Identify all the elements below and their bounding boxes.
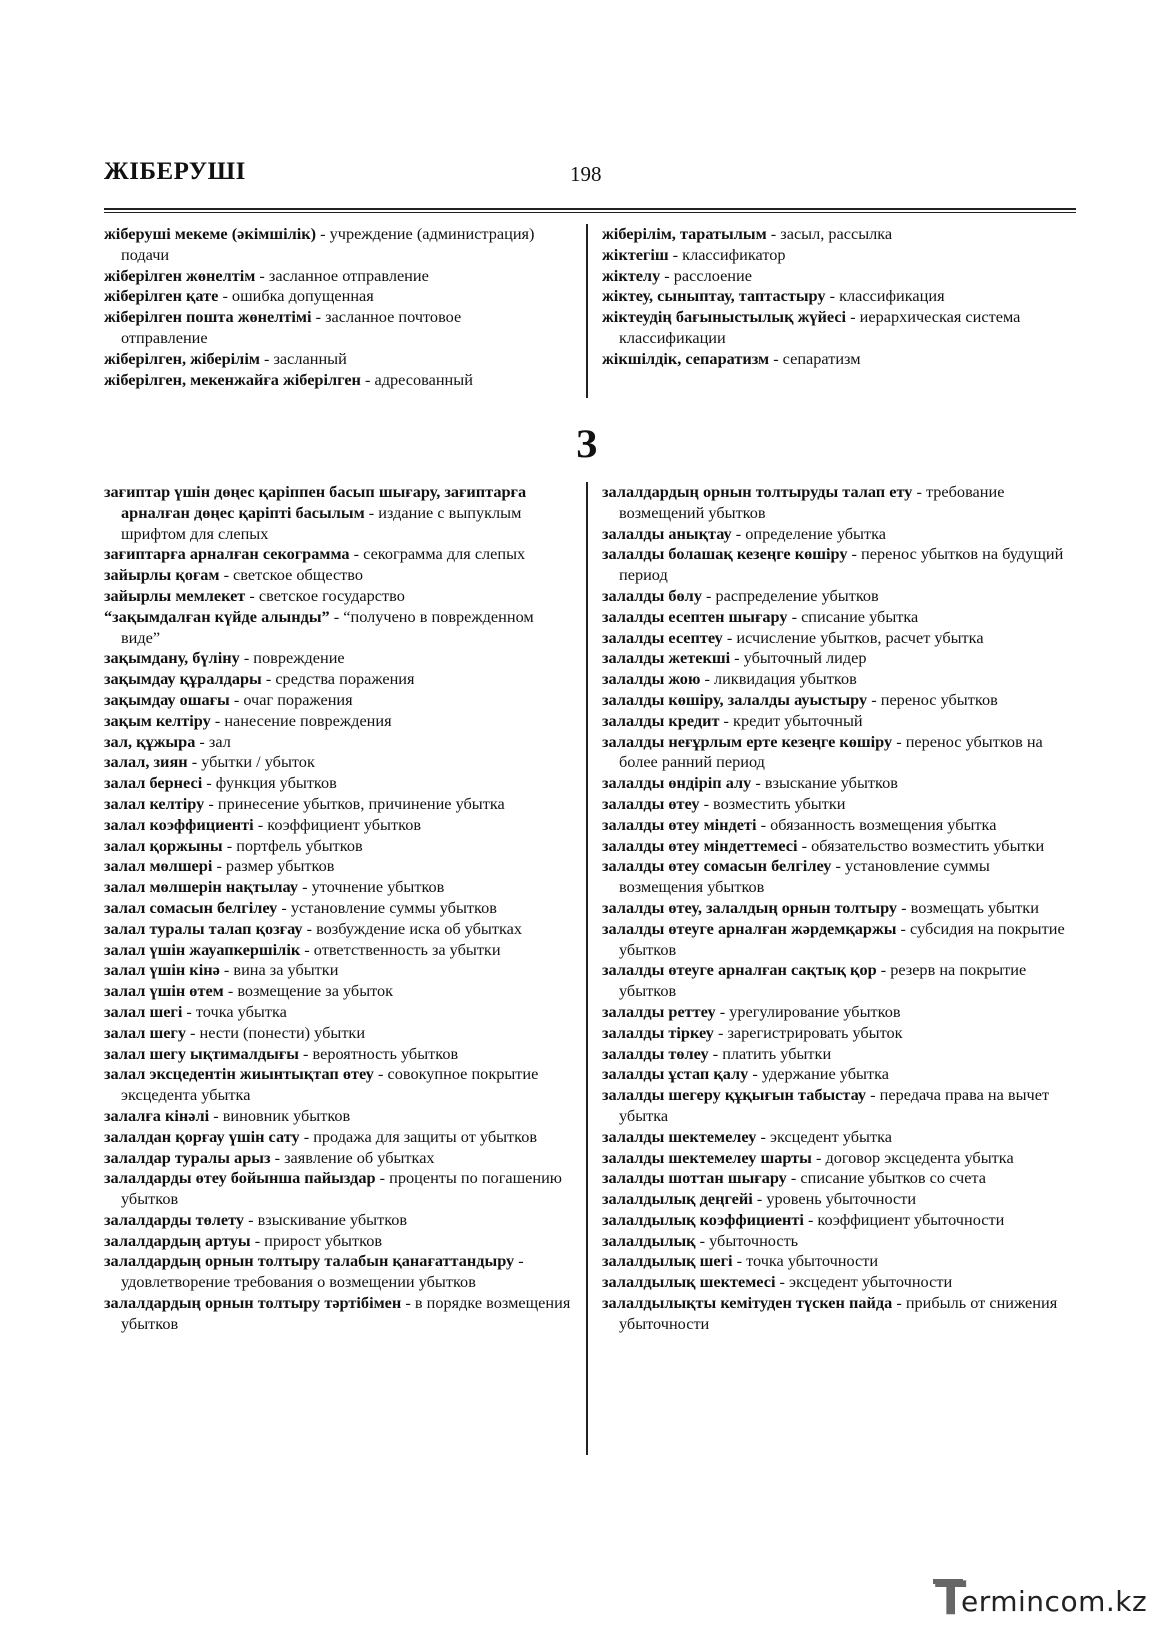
entry-term: залалды ұстап қалу (602, 1064, 749, 1084)
dictionary-entry (104, 669, 574, 690)
entry-term: жікшілдік, сепаратизм (602, 348, 770, 368)
main-left-column (104, 482, 574, 1335)
entry-definition: - уточнение убытков (298, 877, 445, 897)
dictionary-entry (602, 1293, 1074, 1335)
entry-term: залалдылық (602, 1230, 696, 1250)
entry-definition: - убыточность (695, 1230, 799, 1250)
dictionary-entry (104, 732, 574, 753)
entry-definition: - обязательство возместить убытки (797, 835, 1045, 855)
entry-term: жіберуші мекеме (әкімшілік) (104, 224, 317, 243)
page-number: 198 (570, 162, 602, 186)
entry-term: жіберілген қате (104, 286, 219, 306)
dictionary-entry (602, 1085, 1074, 1127)
entry-term: жіберілген, мекенжайға жіберілген (104, 369, 361, 389)
entry-term: залал коэффициенті (104, 814, 254, 834)
entry-term: залалды тіркеу (602, 1022, 714, 1042)
entry-term: залалды төлеу (602, 1043, 709, 1063)
dictionary-entry (104, 1231, 574, 1252)
entry-definition: - в порядке возмещения убытков (121, 1293, 571, 1333)
entry-term: залалдылықты кемітуден түскен пайда (602, 1293, 893, 1313)
header-rule-thick (104, 208, 1076, 210)
entry-definition: - принесение убытков, причинение убытка (204, 793, 505, 813)
entry-definition: - коэффициент убыточности (803, 1209, 1005, 1229)
entry-term: зайырлы мемлекет (104, 585, 246, 605)
entry-definition: - засыл, рассылка (766, 224, 893, 243)
dictionary-entry (104, 1148, 574, 1169)
dictionary-entry (104, 370, 550, 391)
entry-definition: - убытки / убыток (187, 752, 315, 772)
entry-term: залал эксцедентін жиынтықтап өтеу (104, 1064, 374, 1084)
top-left-column (104, 224, 550, 390)
top-right-column (602, 224, 1074, 370)
entry-term: залалды шоттан шығару (602, 1168, 787, 1188)
entry-term: залалды өтеу міндеті (602, 814, 757, 834)
entry-definition: - классификатор (668, 244, 786, 264)
entry-definition: - ошибка допущенная (218, 286, 374, 306)
dictionary-entry (104, 1127, 574, 1148)
dictionary-entry (602, 307, 1074, 349)
entry-term: залал туралы талап қозғау (104, 918, 303, 938)
dictionary-entry (602, 815, 1074, 836)
entry-term: залал келтіру (104, 793, 205, 813)
entry-definition: - эксцедент убытка (756, 1126, 892, 1146)
dictionary-entry (602, 1002, 1074, 1023)
entry-term: зайырлы қоғам (104, 565, 220, 585)
dictionary-entry (104, 752, 574, 773)
dictionary-entry (104, 586, 574, 607)
dictionary-entry (602, 607, 1074, 628)
dictionary-entry (104, 1002, 574, 1023)
entry-term: залалды өтеуге арналған жәрдемқаржы (602, 918, 897, 938)
entry-term: залалға кінәлі (104, 1105, 210, 1125)
entry-term: залал шегі (104, 1001, 183, 1021)
entry-term: залал үшін өтем (104, 981, 224, 1001)
entry-definition: - прирост убытков (250, 1230, 383, 1250)
dictionary-entry (602, 586, 1074, 607)
entry-definition: - виновник убытков (209, 1105, 351, 1125)
dictionary-entry (104, 981, 574, 1002)
entry-term: зал, құжыра (104, 731, 196, 751)
entry-term: залалдылық шегі (602, 1251, 733, 1271)
dictionary-entry (602, 794, 1074, 815)
entry-definition: - требование возмещений убытков (619, 482, 1005, 522)
entry-definition: - нанесение повреждения (210, 710, 392, 730)
entry-definition: - передача права на вычет убытка (619, 1085, 1050, 1125)
dictionary-entry (602, 773, 1074, 794)
entry-definition: - договор эксцедента убытка (811, 1147, 1014, 1167)
entry-term: залал үшін жауапкершілік (104, 939, 301, 959)
entry-definition: - совокупное покрытие эксцедента убытка (121, 1064, 539, 1105)
dictionary-entry (602, 1231, 1074, 1252)
dictionary-entry (602, 1272, 1074, 1293)
dictionary-entry (104, 1064, 574, 1106)
entry-term: залалдан қорғау үшін сату (104, 1126, 300, 1146)
entry-term: залалды кредит (602, 710, 720, 730)
dictionary-entry (602, 856, 1074, 898)
entry-definition: - ликвидация убытков (700, 669, 857, 689)
entry-definition: - сепаратизм (769, 348, 861, 368)
entry-definition: - платить убытки (708, 1043, 832, 1063)
entry-definition: - вероятность убытков (298, 1043, 459, 1063)
dictionary-entry (602, 266, 1074, 287)
dictionary-entry (104, 266, 550, 287)
entry-definition: - удержание убытка (748, 1064, 889, 1084)
dictionary-entry (104, 648, 574, 669)
entry-term: залалдар туралы арыз (104, 1147, 271, 1167)
dictionary-entry (104, 482, 574, 544)
entry-definition: - распределение убытков (701, 585, 879, 605)
entry-definition: - проценты по погашению убытков (121, 1168, 562, 1209)
dictionary-entry (104, 711, 574, 732)
entry-definition: - иерархическая система классификации (619, 307, 1021, 347)
entry-term: залалды анықтау (602, 523, 732, 543)
entry-definition: - размер убытков (212, 856, 335, 876)
dictionary-entry (602, 836, 1074, 857)
dictionary-entry (104, 898, 574, 919)
dictionary-entry (602, 690, 1074, 711)
dictionary-entry (104, 286, 550, 307)
dictionary-entry (104, 1023, 574, 1044)
terminkom-logo (935, 1571, 1148, 1625)
entry-definition: - возбуждение иска об убытках (302, 918, 523, 938)
entry-definition: - прибыль от снижения убыточности (619, 1293, 1058, 1333)
entry-term: залалды көшіру, залалды ауыстыру (602, 689, 868, 709)
entry-definition: - удовлетворение требования о возмещении убытков (121, 1251, 524, 1292)
dictionary-entry (104, 565, 574, 586)
entry-definition: - засланный (259, 348, 347, 368)
entry-term: жіктегіш (602, 244, 669, 264)
dictionary-entry (602, 1148, 1074, 1169)
dictionary-entry (104, 224, 550, 266)
entry-definition: - зарегистрировать убыток (713, 1022, 903, 1042)
dictionary-entry (104, 1106, 574, 1127)
dictionary-entry (602, 1023, 1074, 1044)
entry-term: залал үшін кінә (104, 960, 220, 980)
entry-definition: - взыскание убытков (751, 773, 898, 793)
entry-definition: - ответственность за убытки (300, 939, 501, 959)
entry-term: залалды өтеу сомасын белгілеу (602, 856, 832, 876)
entry-definition: - перенос убытков на более ранний период (619, 731, 1043, 772)
dictionary-entry (104, 836, 574, 857)
dictionary-entry (602, 919, 1074, 961)
entry-definition: - коэффициент убытков (253, 814, 422, 834)
dictionary-entry (602, 898, 1074, 919)
entry-definition: - установление суммы убытков (277, 897, 497, 917)
entry-term: залал бернесі (104, 773, 203, 793)
entry-definition: - очаг поражения (229, 689, 353, 709)
entry-definition: - убыточный лидер (730, 648, 867, 668)
entry-term: жіктеудің бағыныстылық жүйесі (602, 307, 847, 327)
entry-term: залал, зиян (104, 752, 188, 772)
entry-term: залалды өтеу (602, 793, 700, 813)
entry-definition: - засланное почтовое отправление (121, 307, 462, 347)
entry-term: зақым келтіру (104, 710, 211, 730)
dictionary-entry (602, 1189, 1074, 1210)
main-column-divider (586, 482, 588, 1455)
entry-term: зақымдау құралдары (104, 669, 262, 689)
entry-definition: - светское государство (245, 585, 405, 605)
dictionary-entry (104, 607, 574, 649)
entry-term: залалды шегеру құқығын табыстау (602, 1085, 867, 1105)
entry-term: залалдардың артуы (104, 1230, 251, 1250)
dictionary-entry (602, 524, 1074, 545)
entry-term: залалды өтеу, залалдың орнын толтыру (602, 897, 898, 917)
entry-term: залалдылық шектемесі (602, 1272, 776, 1292)
entry-term: “зақымдалған күйде алынды” (104, 606, 330, 626)
entry-definition: - функция убытков (202, 773, 337, 793)
dictionary-entry (104, 1251, 574, 1293)
entry-term: залал шегу (104, 1022, 186, 1042)
entry-term: залалдардың орнын толтыру тәртібімен (104, 1293, 402, 1313)
entry-definition: - возместить убытки (699, 793, 846, 813)
entry-definition: - заявление об убытках (270, 1147, 435, 1167)
entry-term: зақымдану, бүліну (104, 648, 240, 668)
dictionary-entry (602, 1044, 1074, 1065)
dictionary-entry (104, 919, 574, 940)
entry-definition: - средства поражения (261, 669, 415, 689)
dictionary-entry (104, 349, 550, 370)
dictionary-entry (602, 286, 1074, 307)
entry-term: жіберілген жөнелтім (104, 265, 256, 285)
dictionary-entry (602, 732, 1074, 774)
entry-term: залал мөлшерін нақтылау (104, 877, 299, 897)
logo-brand: ermincom.kz (961, 1585, 1148, 1618)
dictionary-entry (104, 1293, 574, 1335)
entry-term: залал шегу ықтималдығы (104, 1043, 299, 1063)
entry-term: залалды есептеу (602, 627, 723, 647)
entry-term: залалды шектемелеу (602, 1126, 757, 1146)
entry-definition: - перенос убытков на будущий период (619, 544, 1064, 585)
entry-definition: - секограмма для слепых (349, 544, 526, 564)
entry-definition: - светское общество (219, 565, 364, 585)
dictionary-entry (602, 224, 1074, 245)
entry-definition: - определение убытка (731, 523, 886, 543)
entry-definition: - взыскивание убытков (244, 1209, 408, 1229)
dictionary-entry (104, 940, 574, 961)
dictionary-entry (602, 245, 1074, 266)
dictionary-entry (602, 711, 1074, 732)
dictionary-entry (104, 794, 574, 815)
dictionary-entry (602, 960, 1074, 1002)
entry-term: залалды бөлу (602, 585, 702, 605)
entry-term: залалдылық деңгейі (602, 1189, 753, 1209)
dictionary-entry (104, 307, 550, 349)
entry-definition: - зал (195, 731, 231, 751)
entry-term: залалдардың орнын толтыру талабын қанағаттандыру (104, 1251, 515, 1271)
entry-term: залал мөлшері (104, 856, 213, 876)
dictionary-entry (104, 1044, 574, 1065)
dictionary-entry (602, 1251, 1074, 1272)
entry-term: залалды өндіріп алу (602, 773, 752, 793)
entry-term: залалды жою (602, 669, 701, 689)
entry-definition: - установление суммы возмещения убытков (619, 856, 990, 897)
dictionary-entry (602, 544, 1074, 586)
entry-term: залалды болашақ кезеңге көшіру (602, 544, 848, 564)
entry-term: зағиптар үшін дөңес қаріппен басып шығару, зағиптарға арналған дөңес қаріпті басылым (104, 482, 527, 522)
entry-term: залалды өтеуге арналған сақтық қор (602, 960, 877, 980)
dictionary-entry (602, 628, 1074, 649)
dictionary-entry (104, 856, 574, 877)
entry-definition: - точка убыточности (732, 1251, 879, 1271)
entry-definition: - вина за убытки (219, 960, 339, 980)
entry-definition: - нести (понести) убытки (185, 1022, 366, 1042)
entry-term: жіберілім, таратылым (602, 224, 767, 243)
dictionary-entry (602, 1127, 1074, 1148)
logo-initial: T (935, 1571, 967, 1625)
entry-term: залалдарды төлету (104, 1209, 245, 1229)
entry-term: залалдылық коэффициенті (602, 1209, 804, 1229)
dictionary-entry (602, 349, 1074, 370)
entry-definition: - исчисление убытков, расчет убытка (722, 627, 984, 647)
entry-term: жіберілген, жіберілім (104, 348, 260, 368)
entry-definition: - издание с выпуклым шрифтом для слепых (121, 502, 522, 543)
entry-definition: - продажа для защиты от убытков (299, 1126, 538, 1146)
entry-definition: - классификация (825, 286, 945, 306)
dictionary-entry (104, 877, 574, 898)
dictionary-entry (602, 1064, 1074, 1085)
entry-term: залалды жетекші (602, 648, 731, 668)
top-column-divider (586, 224, 588, 398)
dictionary-entry (104, 815, 574, 836)
dictionary-entry (104, 544, 574, 565)
entry-term: жіктеу, сыныптау, таптастыру (602, 286, 826, 306)
entry-definition: - засланное отправление (255, 265, 429, 285)
entry-term: зағиптарға арналған секограмма (104, 544, 350, 564)
entry-definition: - списание убытков со счета (786, 1168, 986, 1188)
dictionary-entry (602, 648, 1074, 669)
entry-term: залал сомасын белгілеу (104, 897, 278, 917)
entry-term: залалды неғұрлым ерте кезеңге көшіру (602, 731, 893, 751)
dictionary-entry (602, 1210, 1074, 1231)
entry-term: залал қоржыны (104, 835, 223, 855)
entry-term: жіктелу (602, 265, 661, 285)
entry-definition: - обязанность возмещения убытка (756, 814, 997, 834)
entry-term: зақымдау ошағы (104, 689, 230, 709)
entry-definition: - портфель убытков (222, 835, 363, 855)
header-rule-thin (104, 212, 1076, 213)
entry-definition: - кредит убыточный (719, 710, 863, 730)
entry-term: залалдарды өтеу бойынша пайыздар (104, 1168, 376, 1188)
entry-definition: - “получено в поврежденном виде” (121, 606, 534, 647)
dictionary-entry (104, 1168, 574, 1210)
entry-term: залалды өтеу міндеттемесі (602, 835, 798, 855)
entry-definition: - резерв на покрытие убытков (619, 960, 1027, 1001)
dictionary-entry (104, 773, 574, 794)
entry-term: залалды есептен шығару (602, 606, 788, 626)
dictionary-entry (104, 960, 574, 981)
entry-definition: - возмещать убытки (897, 897, 1039, 917)
entry-definition: - повреждение (239, 648, 345, 668)
dictionary-entry (104, 1210, 574, 1231)
main-right-column (602, 482, 1074, 1335)
entry-definition: - возмещение за убыток (223, 981, 394, 1001)
entry-definition: - списание убытка (787, 606, 919, 626)
entry-definition: - субсидия на покрытие убытков (619, 918, 1065, 959)
entry-definition: - учреждение (администрация) подачи (121, 224, 535, 264)
entry-definition: - точка убытка (182, 1001, 287, 1021)
entry-term: залалды реттеу (602, 1001, 716, 1021)
entry-definition: - расслоение (660, 265, 752, 285)
entry-term: залалдардың орнын толтыруды талап ету (602, 482, 913, 501)
entry-term: залалды шектемелеу шарты (602, 1147, 812, 1167)
entry-definition: - уровень убыточности (752, 1189, 917, 1209)
running-header-word: ЖІБЕРУШІ (104, 158, 246, 185)
dictionary-entry (602, 482, 1074, 524)
dictionary-entry (104, 690, 574, 711)
entry-definition: - эксцедент убыточности (775, 1272, 953, 1292)
entry-definition: - адресованный (360, 369, 473, 389)
entry-definition: - урегулирование убытков (715, 1001, 901, 1021)
section-letter: З (576, 421, 598, 466)
entry-term: жіберілген пошта жөнелтімі (104, 307, 312, 327)
entry-definition: - перенос убытков (867, 689, 998, 709)
dictionary-entry (602, 1168, 1074, 1189)
dictionary-entry (602, 669, 1074, 690)
